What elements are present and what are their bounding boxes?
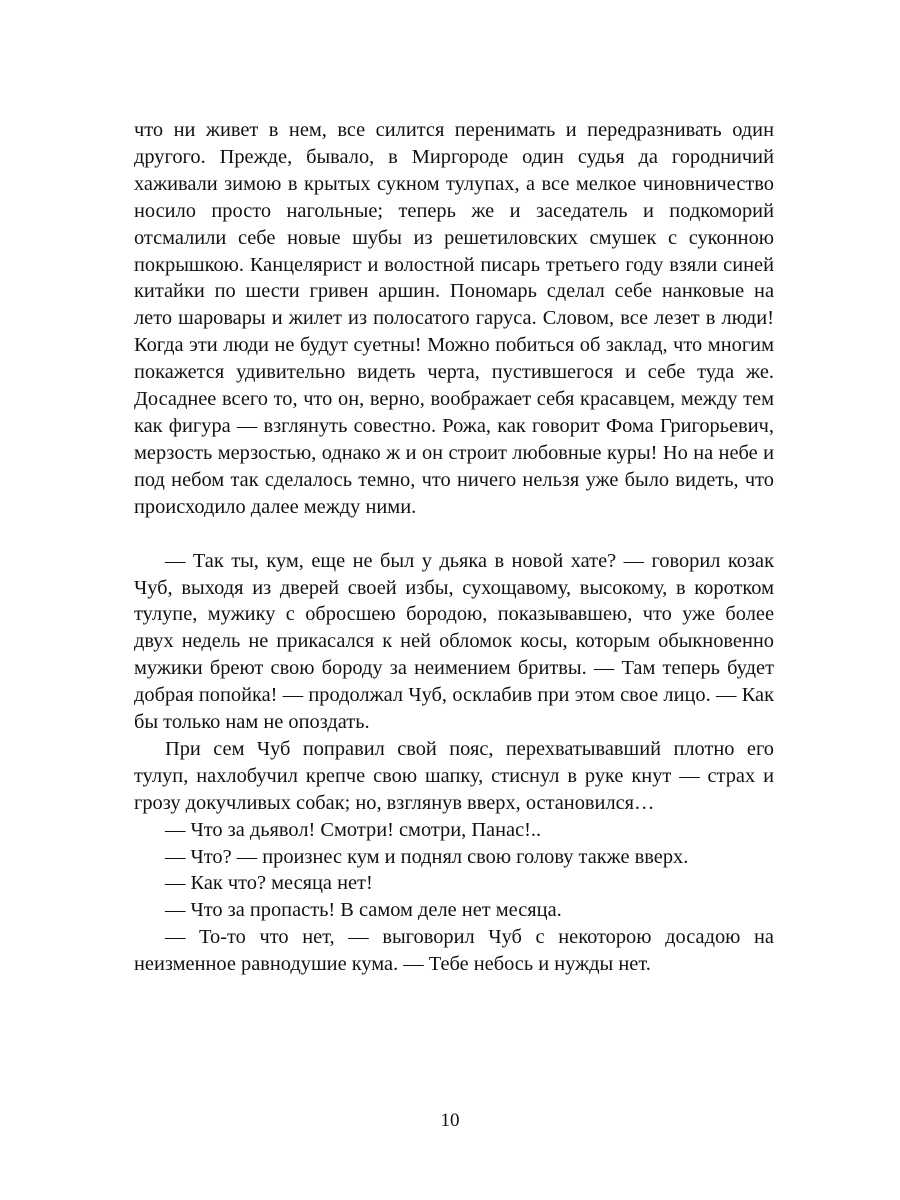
- paragraph-dialogue-line-1: — Что за дьявол! Смотри! смотри, Панас!..: [165, 818, 542, 841]
- paragraph-dialogue-line-3: — Как что? месяца нет!: [165, 872, 373, 895]
- page-number: 10: [440, 1110, 460, 1131]
- paragraph-dialogue-line-4: — Что за пропасть! В самом деле нет месяца.: [165, 899, 562, 922]
- paragraph-dialogue-line-5: — То-то что нет, — выговорил Чуб с некоторою досадою на неизменное равнодушие кума. — Тебе небось и нужды нет.: [134, 926, 774, 976]
- paragraph-dialogue-line-2: — Что? — произнес кум и поднял свою голову также вверх.: [165, 845, 689, 868]
- paragraph-dialogue-chub-opening: — Так ты, кум, еще не был у дьяка в новой хате? — говорил козак Чуб, выходя из дверей своей избы, сухощавому, высокому, в коротком тулупе, мужику с обросшею бородою, показывавшею, что уже более двух недель не прикасался к ней обломок косы, которым обыкновенно мужики бреют свою бороду за неимением бритвы. — Там теперь будет добрая попойка! — продолжал Чуб, осклабив при этом свое лицо. — Как бы только нам не опоздать.: [134, 549, 774, 734]
- paragraph-narrative-chub-belt: При сем Чуб поправил свой пояс, перехватывавший плотно его тулуп, нахлобучил крепче свою шапку, стиснул в руке кнут — страх и грозу докучливых собак; но, взглянув вверх, остановился…: [134, 737, 774, 814]
- paragraph-continuation: что ни живет в нем, все силится перенимать и передразнивать один другого. Прежде, бывало, в Миргороде один судья да городничий хаживали зимою в крытых сукном тулупах, а все мелкое чиновничество носило просто нагольные; теперь же и заседатель и подкоморий отсмалили себе новые шубы из решетиловских смушек с суконною покрышкою. Канцелярист и волостной писарь третьего году взяли синей китайки по шести гривен аршин. Пономарь сделал себе нанковые на лето шаровары и жилет из полосатого гаруса. Словом, все лезет в люди! Когда эти люди не будут суетны! Можно побиться об заклад, что многим покажется удивительно видеть черта, пустившегося и себе туда же. Досаднее всего то, что он, верно, воображает себя красавцем, между тем как фигура — взглянуть совестно. Рожа, как говорит Фома Григорьевич, мерзость мерзостью, однако ж и он строит любовные куры! Но на небе и под небом так сделалось темно, что ничего нельзя уже было видеть, что происходило далее между ними.: [134, 119, 774, 518]
- page-text-block: [134, 117, 774, 978]
